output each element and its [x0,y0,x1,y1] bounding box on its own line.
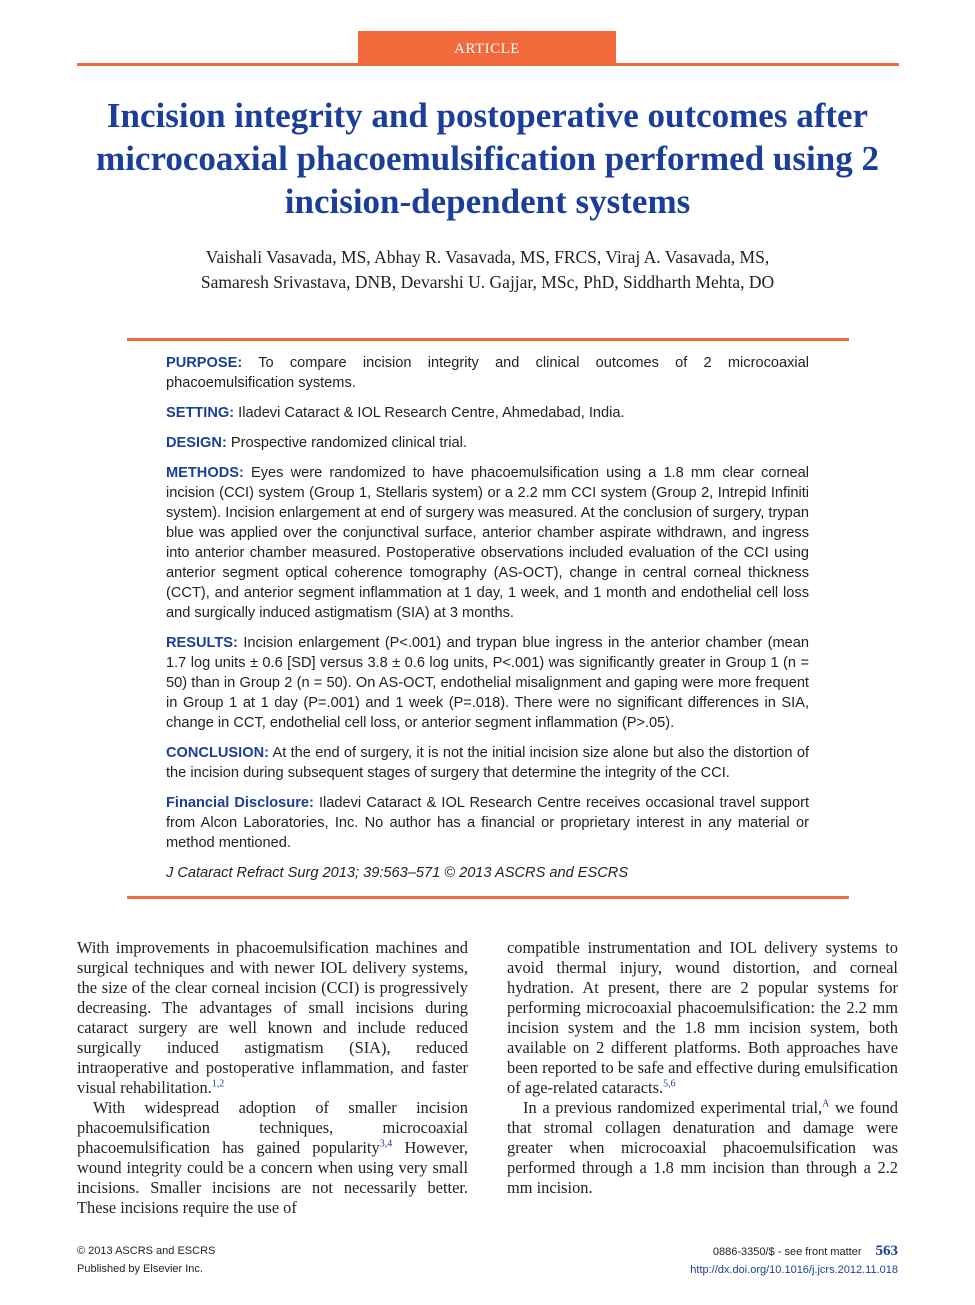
author-line: Samaresh Srivastava, DNB, Devarshi U. Gajjar, MSc, PhD, Siddharth Mehta, DO [200,272,775,292]
section-label: METHODS: [166,465,244,481]
abstract [166,353,809,881]
copyright: © 2013 ASCRS and ESCRS [77,1245,216,1257]
abstract-methods: METHODS: Eyes were randomized to have phacoemulsification using a 1.8 mm clear corneal incision (CCI) system (Group 1, Stellaris system) or a 2.2 mm CCI system (Group 2, Intrepid Infiniti system). Incision enlargement at end of surgery was measured. At the conclusion of surgery, trypan blue was applied over the conjunctival surface, anterior chamber aspirate withdrawn, and ingress into anterior chamber measured. Postoperative observations included evaluation of the CCI using anterior segment optical coherence tomography (AS-OCT), change in central corneal thickness (CCT), and anterior segment inflammation at 1 day, 1 week, and 1 month and endothelial cell loss and surgically induced astigmatism (SIA) at 3 months. [166,465,809,621]
reference-link[interactable]: 5,6 [663,1078,676,1090]
author-line: Vaishali Vasavada, MS, Abhay R. Vasavada, MS, FRCS, Viraj A. Vasavada, MS, [205,247,770,267]
doi-link[interactable]: http://dx.doi.org/10.1016/j.jcrs.2012.11.018 [690,1264,898,1276]
section-label: DESIGN: [166,435,227,451]
issn: 0886-3350/$ - see front matter [712,1246,862,1258]
reference-link[interactable]: A [822,1098,830,1110]
section-label: PURPOSE: [166,355,243,371]
abstract-disclosure: Financial Disclosure: Iladevi Cataract & IOL Research Centre receives occasional travel support from Alcon Laboratories, Inc. No author has a financial or proprietary interest in any material or method mentioned. [166,795,809,851]
body-paragraph: With widespread adoption of smaller incision phacoemulsification techniques, microcoaxial phacoemulsification has gained popularity$^{3,4}$ However, wound integrity could be a concern when using very small incisions. Smaller incisions are not necessarily better. These incisions require the use of [77,1098,468,1217]
abstract-bottom-divider [127,896,849,899]
body-paragraph: With improvements in phacoemulsification machines and surgical techniques and with newer IOL delivery systems, the size of the clear corneal incision (CCI) is progressively decreasing. The advantages of small incisions during cataract surgery are well known and include reduced surgically induced astigmatism (SIA), reduced intraoperative and postoperative inflammation, and faster visual rehabilitation.$^{1,2}$ [77,938,468,1097]
abstract-purpose: PURPOSE: To compare incision integrity and clinical outcomes of 2 microcoaxial phacoemulsification systems. [166,355,809,391]
reference-link[interactable]: 1,2 [211,1078,225,1090]
body-column-right [507,938,898,1198]
abstract-conclusion: CONCLUSION: At the end of surgery, it is not the initial incision size alone but also the distortion of the incision during subsequent stages of surgery that determine the integrity of the CCI. [166,745,809,781]
author-list [100,245,875,295]
section-label: SETTING: [166,405,235,421]
section-label: RESULTS: [166,635,238,651]
footer-left [77,1242,215,1278]
body-paragraph: In a previous randomized experimental trial,$^A$ we found that stromal collagen denaturation and damage were greater when microcoaxial phacoemulsification was performed through a 1.8 mm incision than through a 2.2 mm incision. [507,1098,898,1197]
publisher: Published by Elsevier Inc. [77,1263,203,1275]
abstract-design: DESIGN: Prospective randomized clinical trial. [166,435,467,451]
page-number: 563 [875,1243,898,1259]
footer-right [690,1242,898,1279]
journal-citation: J Cataract Refract Surg 2013; 39:563–571 © 2013 ASCRS and ESCRS [166,865,629,881]
article-type-tag: ARTICLE [358,31,616,65]
top-divider [77,63,899,66]
reference-link[interactable]: 3,4 [379,1138,393,1150]
section-label: Financial Disclosure: [166,795,314,811]
section-label: CONCLUSION: [166,745,269,761]
abstract-top-divider [127,338,849,341]
body-paragraph: compatible instrumentation and IOL delivery systems to avoid thermal injury, wound distortion, and corneal hydration. At present, there are 2 popular systems for performing microcoaxial phacoemulsification: the 2.2 mm incision system and the 1.8 mm incision system, both available on 2 different platforms. Both approaches have been reported to be safe and effective during emulsification of age-related cataracts.$^{5,6}$ [507,938,898,1097]
body-column-left [77,938,468,1218]
abstract-results: RESULTS: Incision enlargement (P<.001) and trypan blue ingress in the anterior chamber (mean 1.7 log units ± 0.6 [SD] versus 3.8 ± 0.6 log units, P<.001) was significantly greater in Group 1 (n = 50) than in Group 2 (n = 50). On AS-OCT, endothelial misalignment and gaping were more frequent in Group 1 at 1 day (P=.001) and 1 week (P=.018). There were no significant differences in SIA, change in CCT, endothelial cell loss, or anterior segment inflammation (P>.05). [166,635,809,731]
article-title: Incision integrity and postoperative outcomes after microcoaxial phacoemulsification performed using 2 incision-dependent systems [96,96,879,221]
abstract-setting: SETTING: Iladevi Cataract & IOL Research Centre, Ahmedabad, India. [166,405,625,421]
